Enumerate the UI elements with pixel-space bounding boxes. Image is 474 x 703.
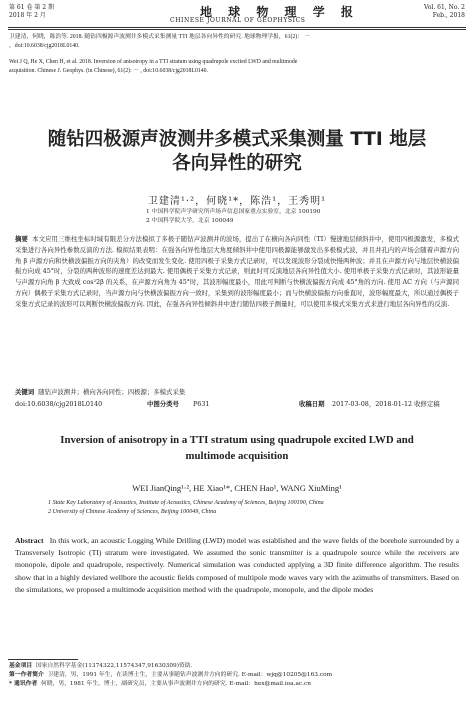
- citation-cn-line2: ，doi:10.6038/cjg2018L0140.: [9, 43, 80, 49]
- abstract-cn: [15, 234, 459, 310]
- date-en: Feb., 2018: [432, 12, 465, 19]
- footnotes: [9, 662, 465, 689]
- affiliation-en-1: 1 State Key Laboratory of Acoustics, Institute of Acoustics, Chinese Academy of Sciences, Beijing 100190, China: [48, 500, 324, 506]
- citation-en-line2: acquisition. Chinese J. Geophys. (in Chinese), 61(2): － , doi:10.6038/cjg2018L0140.: [9, 68, 209, 74]
- keywords-cn: [15, 387, 459, 398]
- date-cn: 2018 年 2 月: [9, 12, 46, 19]
- abstract-cn-text: 本文应用三维柱坐标时域有限差分方法模拟了多极子随钻声波测井的波场，提出了在横向各向同性（TI）慢速地层倾斜井中，使用四极源激发，多模式采集进行各向异性参数反演的方法. 模拟结果表明：在强各向异性地层大角度倾斜井中使用四极源能够激发出多极模式波，并且井孔内的声场会随着声源方向角 β 声源方向和快横波偏振方向的夹角）的改变而发生变化. 使用四极子采集方式记录时，可以发现波形分裂成快慢两种波；并且在声源方向与地层快横波偏振方向成 45°时，分裂的两种波形的速度差达到最大. 使用偶极子采集方式记录，则此时可反演地层各向异性值大小. 使用单极子采集方式记录时，其波形能量与声源方向角 β 大致成 cos²2β 的关系，在声源方向角为 45°时，其波形幅度最小，用此可判断与快横波偏振方向成 45°角的方向. 使用 AC 方向（与声源同方向）偶极子采集方式记录时，当声源方向与快横波偏振方向一致时，采集到的波形幅度最小；而与快横波偏振方向垂直时，波形幅度最大，所以通过偶极子采集方式记录的波形可以判断快横波偏振方向. 因此，在强各向异性倾斜井中进行随钻四极子测量时，可以使用多模式采集方式来进行地层各向异性的反演.: [15, 235, 459, 308]
- received-date: 2017-03-08，2018-01-12 收修定稿: [332, 400, 440, 408]
- authors-en: WEI JianQing¹·², HE Xiao¹*, CHEN Hao¹, WANG XiuMing¹: [132, 483, 342, 493]
- title-cn-line2: 各向异性的研究: [172, 153, 302, 174]
- header-volume-en: [424, 4, 465, 20]
- journal-title-en: CHINESE JOURNAL OF GEOPHYSICS: [170, 17, 306, 24]
- citation-cn-line1: 卫建清，何晓，陈浩等. 2018. 随钻四极源声波测井多模式采集测量 TTI 地层各向异性的研究. 地球物理学报，61(2)： －: [9, 34, 311, 40]
- volume-en: Vol. 61, No. 2: [424, 4, 465, 11]
- abstract-en-text: In this work, an acoustic Logging While Drilling (LWD) model was established and the wave fields of the borehole surrounded by a Transversely Isotropic (TI) stratum were investigated. We assumed the sonic transmitter is a quadrupole source while the receivers are monopole, dipole and quadrupole, respectively. Numerical simulation was conducted applying a 3D finite difference algorithm. The results show that in a highly deviated wellbore the acoustic fields composed of multipole mode waves vary with the azimuths of transmitters. Based on the simulations, we proposed a multimode acquisition method with the quadrupole, monopole, and the dipole modes: [15, 536, 459, 594]
- authors-cn: 卫建清¹·²，何晓¹*，陈浩¹，王秀明¹: [147, 196, 327, 207]
- affiliations-en: [48, 499, 324, 517]
- citation-en: [9, 58, 465, 76]
- clc-code: P631: [193, 400, 210, 408]
- affiliations-cn: [146, 208, 320, 226]
- paper-title-en: [20, 432, 454, 464]
- volume-cn: 第 61 卷 第 2 期: [9, 4, 54, 11]
- journal-title-cn: 地 球 物 理 学 报: [200, 5, 359, 19]
- abstract-en-label: Abstract: [15, 536, 44, 545]
- footnote-funding: 基金项目 国家自然科学基金(11374322,11574347,91630309)资助.: [9, 663, 193, 669]
- title-en-line2: multimode acquisition: [185, 450, 289, 462]
- footnote-corresponding-author: * 通讯作者 何晓，男，1981 年生，博士，副研究员，主要从事声波测井方向的研究. E-mail：hex@mail.ioa.ac.cn: [9, 681, 311, 687]
- abstract-en: [15, 535, 459, 596]
- affiliation-en-2: 2 University of Chinese Academy of Sciences, Beijing 100049, China: [48, 509, 217, 515]
- affiliation-cn-2: 2 中国科学院大学，北京 100049: [146, 218, 234, 224]
- footnote-first-author: 第一作者简介 卫建清，男，1991 年生，在读博士生，主要从事随钻声波测井方向的研究. E-mail：wjq@10205@163.com: [9, 672, 333, 678]
- title-cn-line1: 随钻四极源声波测井多模式采集测量 TTI 地层: [47, 129, 427, 150]
- title-en-line1: Inversion of anisotropy in a TTI stratum using quadrupole excited LWD and: [60, 434, 414, 446]
- header-rule-thin: [8, 29, 466, 30]
- footnote-rule: [8, 659, 78, 660]
- doi: doi:10.6038/cjg2018L0140: [15, 400, 103, 408]
- clc-label: 中图分类号: [147, 400, 179, 408]
- header-rule: [8, 27, 466, 28]
- keywords-cn-label: 关键词: [15, 388, 35, 396]
- paper-title-cn: [0, 128, 474, 176]
- affiliation-cn-1: 1 中国科学院声学研究所声场声信息国家重点实验室，北京 100190: [146, 209, 321, 215]
- citation-en-line1: Wei J Q, He X, Chen H, et al. 2018. Inversion of anisotropy in a TTI stratum using quadrupole excited LWD and multimode: [9, 59, 298, 65]
- header-volume-cn: [9, 4, 54, 20]
- received-label: 收稿日期: [299, 400, 325, 408]
- keywords-cn-text: 随钻声波测井；横向各向同性；四极源；多模式采集: [38, 388, 186, 396]
- citation-cn: [9, 33, 465, 51]
- doi-line: [15, 399, 459, 409]
- abstract-cn-label: 摘要: [15, 235, 28, 243]
